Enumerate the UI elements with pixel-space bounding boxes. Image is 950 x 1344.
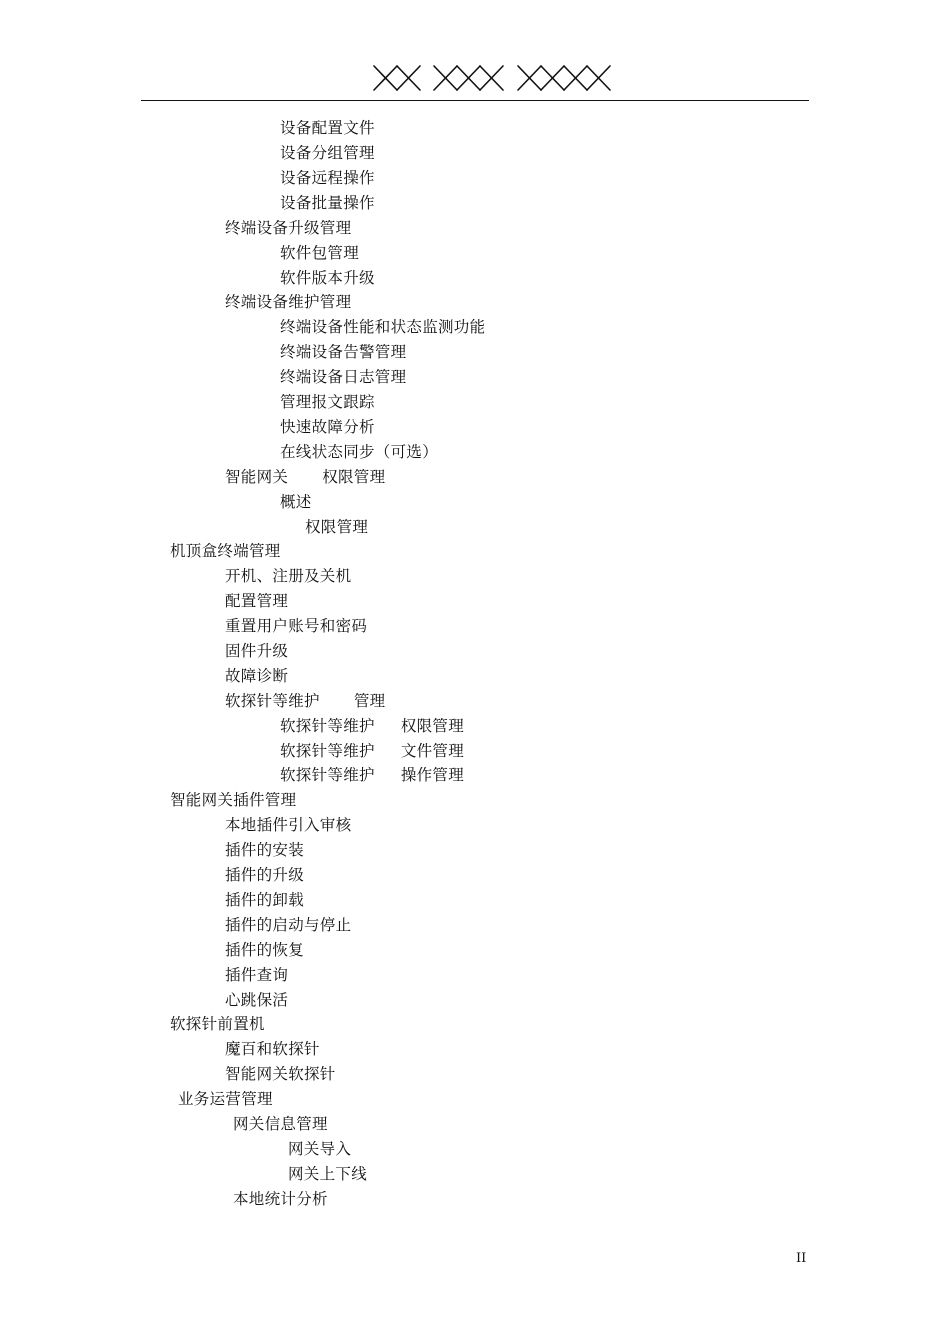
toc-entry-text: 业务运营管理	[178, 1090, 273, 1108]
toc-entry[interactable]	[280, 168, 375, 188]
toc-entry-text: 权限管理	[305, 518, 369, 536]
toc-entry[interactable]	[280, 118, 375, 138]
page-number: II	[796, 1251, 807, 1266]
toc-entry[interactable]	[178, 1089, 273, 1109]
toc-entry[interactable]	[305, 517, 368, 537]
toc-entry-text: 软件版本升级	[280, 269, 375, 287]
toc-entry-text: 终端设备维护管理	[225, 293, 352, 311]
toc-entry-text: 插件的升级	[225, 866, 305, 884]
toc-entry-text: 设备批量操作	[280, 194, 375, 212]
toc-entry-text: 网关上下线	[288, 1165, 368, 1183]
toc-entry-text: 本地插件引入审核	[225, 816, 352, 834]
toc-entry[interactable]	[280, 342, 406, 362]
toc-entry-text: 终端设备日志管理	[280, 368, 407, 386]
toc-entry[interactable]	[280, 367, 406, 387]
toc-entry-text: 概述	[280, 493, 312, 511]
toc-entry-text: 软探针等维护	[280, 742, 375, 760]
toc-entry-suffix: 权限管理	[322, 468, 386, 486]
toc-entry[interactable]	[288, 1164, 367, 1184]
toc-entry[interactable]	[225, 915, 351, 935]
toc-entry[interactable]	[170, 1014, 265, 1034]
toc-entry-text: 终端设备性能和状态监测功能	[280, 318, 486, 336]
toc-entry-text: 快速故障分析	[280, 418, 375, 436]
toc-entry[interactable]	[170, 541, 281, 561]
toc-entry-text: 软探针等维护	[280, 717, 375, 735]
toc-entry-text: 终端设备告警管理	[280, 343, 407, 361]
toc-entry[interactable]	[225, 890, 304, 910]
toc-entry[interactable]	[225, 865, 304, 885]
toc-entry-text: 配置管理	[225, 592, 289, 610]
toc-entry-text: 软探针前置机	[170, 1015, 265, 1033]
toc-entry[interactable]	[225, 1039, 320, 1059]
toc-entry[interactable]	[233, 1189, 328, 1209]
toc-entry[interactable]	[225, 591, 288, 611]
toc-entry-text: 终端设备升级管理	[225, 219, 352, 237]
toc-entry-text: 设备配置文件	[280, 119, 375, 137]
toc-entry[interactable]	[225, 566, 351, 586]
toc-entry-text: 插件的安装	[225, 841, 305, 859]
toc-entry[interactable]	[225, 691, 385, 711]
toc-entry[interactable]	[170, 790, 296, 810]
toc-entry-text: 本地统计分析	[233, 1190, 328, 1208]
toc-entry[interactable]	[288, 1139, 351, 1159]
toc-entry[interactable]	[280, 143, 375, 163]
toc-entry[interactable]	[280, 392, 375, 412]
toc-entry-text: 在线状态同步（可选）	[280, 443, 439, 461]
toc-entry-text: 软探针等维护	[280, 766, 375, 784]
toc-entry-text: 魔百和软探针	[225, 1040, 320, 1058]
toc-entry-text: 智能网关插件管理	[170, 791, 297, 809]
toc-entry[interactable]	[225, 292, 351, 312]
toc-entry-text: 开机、注册及关机	[225, 567, 352, 585]
toc-entry[interactable]	[280, 193, 375, 213]
toc-entry[interactable]	[225, 218, 351, 238]
toc-entry[interactable]	[280, 442, 438, 462]
toc-entry-text: 重置用户账号和密码	[225, 617, 368, 635]
toc-entry-text: 软探针等维护	[225, 692, 320, 710]
toc-entry[interactable]	[280, 741, 464, 761]
toc-entry-text: 插件的卸载	[225, 891, 305, 909]
toc-entry-text: 设备远程操作	[280, 169, 375, 187]
toc-entry-text: 网关信息管理	[233, 1115, 328, 1133]
toc-entry-suffix: 权限管理	[400, 717, 465, 735]
toc-entry[interactable]	[225, 666, 288, 686]
toc-entry-text: 插件查询	[225, 966, 289, 984]
toc-entry-text: 插件的恢复	[225, 941, 305, 959]
toc-entry-text: 智能网关	[225, 468, 289, 486]
toc-entry[interactable]	[280, 243, 359, 263]
toc-entry[interactable]	[225, 990, 288, 1010]
toc-entry-text: 机顶盒终端管理	[170, 542, 281, 560]
toc-entry-text: 插件的启动与停止	[225, 916, 352, 934]
toc-entry[interactable]	[225, 840, 304, 860]
toc-entry[interactable]	[225, 940, 304, 960]
toc-entry-suffix: 操作管理	[400, 766, 465, 784]
toc-entry[interactable]	[280, 716, 464, 736]
toc-entry[interactable]	[280, 317, 485, 337]
toc-entry[interactable]	[225, 965, 288, 985]
toc-entry-suffix: 管理	[353, 692, 386, 710]
toc-entry[interactable]	[225, 1064, 336, 1084]
toc-entry-text: 固件升级	[225, 642, 289, 660]
toc-entry[interactable]	[225, 467, 385, 487]
toc-entry-text: 设备分组管理	[280, 144, 375, 162]
toc-entry[interactable]	[225, 815, 351, 835]
toc-entry-text: 软件包管理	[280, 244, 360, 262]
toc-entry[interactable]	[280, 417, 375, 437]
toc-entry[interactable]	[225, 616, 367, 636]
toc-entry[interactable]	[225, 641, 288, 661]
toc-entry-text: 管理报文跟踪	[280, 393, 375, 411]
toc-entry[interactable]	[280, 765, 464, 785]
toc-entry[interactable]	[233, 1114, 328, 1134]
toc-entry-text: 网关导入	[288, 1140, 352, 1158]
toc-entry-text: 智能网关软探针	[225, 1065, 336, 1083]
toc-entry-suffix: 文件管理	[400, 742, 465, 760]
toc-entry-text: 心跳保活	[225, 991, 289, 1009]
toc-entry[interactable]	[280, 268, 375, 288]
toc-entry-text: 故障诊断	[225, 667, 289, 685]
toc-entry[interactable]	[280, 492, 312, 512]
